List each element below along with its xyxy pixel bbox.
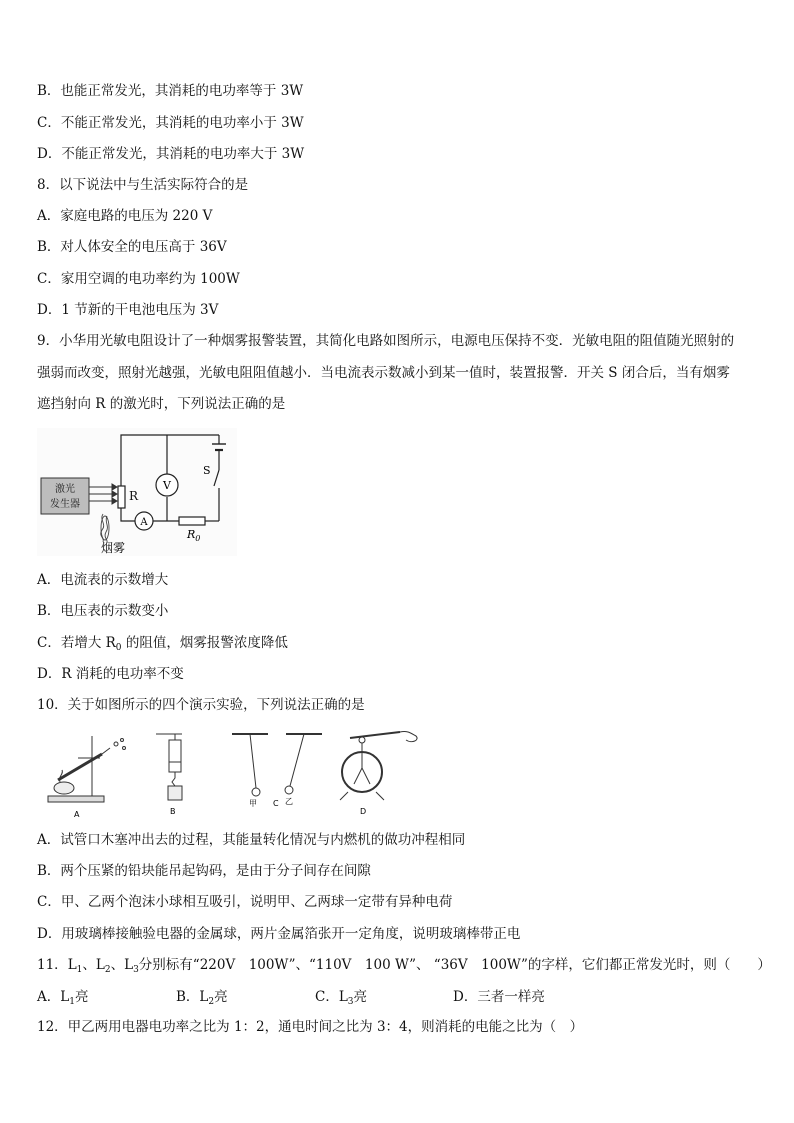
q12-stem: 12．甲乙两用电器电功率之比为 1：2，通电时间之比为 3：4，则消耗的电能之比为（ ） bbox=[37, 1019, 584, 1035]
fig-label-d: D bbox=[360, 807, 367, 816]
ammeter-label: A bbox=[140, 517, 148, 528]
experiment-b-lead-blocks bbox=[156, 734, 182, 800]
q9-option-a: A．电流表的示数增大 bbox=[37, 572, 169, 588]
q9-stem-line3: 遮挡射向 R 的激光时，下列说法正确的是 bbox=[37, 396, 286, 412]
fig-label-c: C bbox=[273, 799, 279, 808]
q10-experiments-figure bbox=[40, 728, 430, 820]
q8-option-c: C．家用空调的电功率约为 100W bbox=[37, 271, 240, 287]
q10-option-b: B．两个压紧的铅块能吊起钩码，是由于分子间存在间隙 bbox=[37, 863, 371, 879]
fig-label-a: A bbox=[74, 810, 80, 819]
q9-circuit-diagram bbox=[37, 428, 237, 556]
smoke-label: 烟雾 bbox=[101, 541, 126, 555]
q9-stem-line1: 9．小华用光敏电阻设计了一种烟雾报警装置，其简化电路如图所示，电源电压保持不变．光敏电阻的阻值随光照射的 bbox=[37, 333, 735, 349]
q9-option-c: C．若增大 $R_0$ 的阻值，烟雾报警浓度降低 bbox=[37, 635, 288, 653]
experiment-a-test-tube bbox=[48, 736, 126, 802]
label-r0: $R_0$ bbox=[187, 528, 201, 543]
q8-option-a: A．家庭电路的电压为 220 V bbox=[37, 208, 213, 224]
q10-option-d: D．用玻璃棒接触验电器的金属球，两片金属箔张开一定角度，说明玻璃棒带正电 bbox=[37, 926, 521, 942]
voltmeter-label: V bbox=[163, 479, 171, 492]
q7-option-b: B．也能正常发光，其消耗的电功率等于 3W bbox=[37, 83, 304, 99]
q11-stem: 11．$L_1$、$L_2$、$L_3$分别标有“220V 100W”、“110V 100 W”、 “36V 100W”的字样，它们都正常发光时，则（ ） bbox=[37, 957, 771, 975]
q7-option-d: D．不能正常发光，其消耗的电功率大于 3W bbox=[37, 146, 305, 162]
q10-option-c: C．甲、乙两个泡沫小球相互吸引，说明甲、乙两球一定带有异种电荷 bbox=[37, 894, 453, 910]
fig-label-yi: 乙 bbox=[285, 797, 293, 806]
q8-stem: 8．以下说法中与生活实际符合的是 bbox=[37, 177, 249, 193]
q10-option-a: A．试管口木塞冲出去的过程，其能量转化情况与内燃机的做功冲程相同 bbox=[37, 832, 466, 848]
q9-option-d: D．R 消耗的电功率不变 bbox=[37, 666, 184, 682]
q9-option-b: B．电压表的示数变小 bbox=[37, 603, 169, 619]
experiment-c-foam-balls bbox=[232, 734, 322, 796]
q11-option-b: B．$L_2$亮 bbox=[176, 989, 228, 1007]
label-r: R bbox=[129, 489, 139, 503]
q10-stem: 10．关于如图所示的四个演示实验，下列说法正确的是 bbox=[37, 697, 365, 713]
q11-options bbox=[37, 985, 677, 1007]
photoresistor-r bbox=[118, 486, 125, 508]
laser-label-2: 发生器 bbox=[50, 499, 80, 510]
fig-label-b: B bbox=[170, 807, 176, 816]
q7-option-c: C．不能正常发光，其消耗的电功率小于 3W bbox=[37, 115, 304, 131]
q9-stem-line2: 强弱而改变，照射光越强，光敏电阻阻值越小．当电流表示数减小到某一值时，装置报警．开关 S 闭合后，当有烟雾 bbox=[37, 365, 730, 381]
q8-option-d: D．1 节新的干电池电压为 3V bbox=[37, 302, 219, 318]
q11-option-a: A．$L_1$亮 bbox=[37, 989, 89, 1007]
laser-arrows bbox=[89, 484, 117, 504]
q8-option-b: B．对人体安全的电压高于 36V bbox=[37, 239, 227, 255]
label-s: S bbox=[203, 464, 211, 477]
experiment-d-electroscope bbox=[340, 731, 417, 800]
q11-option-d: D．三者一样亮 bbox=[453, 989, 545, 1005]
laser-label-1: 激光 bbox=[55, 484, 75, 495]
q11-option-c: C．$L_3$亮 bbox=[315, 989, 368, 1007]
fig-label-jia: 甲 bbox=[249, 799, 257, 808]
resistor-r0 bbox=[179, 517, 205, 525]
